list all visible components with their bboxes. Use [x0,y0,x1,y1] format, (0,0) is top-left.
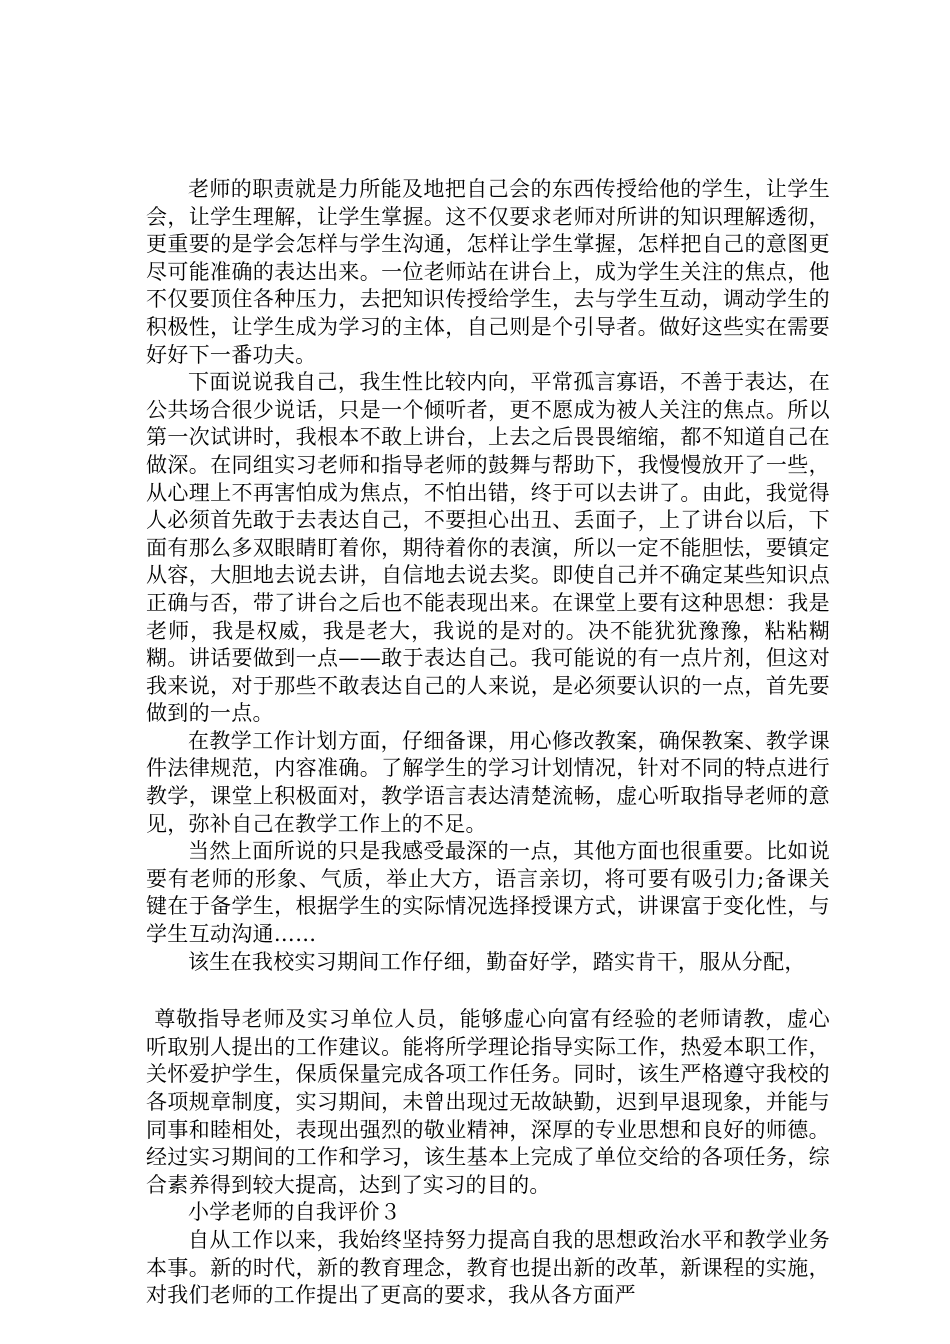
paragraph-gap [146,976,830,1006]
paragraph-self-description: 下面说说我自己，我生性比较内向，平常孤言寡语，不善于表达，在公共场合很少说话，只是一个倾听者，更不愿成为被人关注的焦点。所以第一次试讲时，我根本不敢上讲台，上去之后畏畏缩缩，都不知道自己在做深。在同组实习老师和指导老师的鼓舞与帮助下，我慢慢放开了一些，从心理上不再害怕成为焦点，不怕出错，终于可以去讲了。由此，我觉得人必须首先敢于去表达自己，不要担心出丑、丢面子，上了讲台以后，下面有那么多双眼睛盯着你，期待着你的表演，所以一定不能胆怯，要镇定从容，大胆地去说去讲，自信地去说去奖。即使自己并不确定某些知识点正确与否，带了讲台之后也不能表现出来。在课堂上要有这种思想：我是老师，我是权威，我是老大，我说的是对的。决不能犹犹豫豫，粘粘糊糊。讲话要做到一点——敢于表达自己。我可能说的有一点片剂，但这对我来说，对于那些不敢表达自己的人来说，是必须要认识的一点，首先要做到的一点。 [146,370,830,726]
paragraph-teaching-plan: 在教学工作计划方面，仔细备课，用心修改教案，确保教案、教学课件法律规范，内容准确。了解学生的学习计划情况，针对不同的特点进行教学，课堂上积极面对，教学语言表达清楚流畅，虚心听取指导老师的意见，弥补自己在教学工作上的不足。 [146,728,830,836]
paragraph-internship-evaluation: 该生在我校实习期间工作仔细，勤奋好学，踏实肯干，服从分配， [188,949,806,974]
paragraph-other-aspects: 当然上面所说的只是我感受最深的一点，其他方面也很重要。比如说要有老师的形象、气质，举止大方，语言亲切，将可要有吸引力;备课关键在于备学生，根据学生的实际情况选择授课方式，讲课富于变化性，与学生互动沟通…… [146,839,830,947]
document-page [146,176,830,1310]
section-heading: 小学老师的自我评价３ [188,1200,401,1225]
paragraph-teacher-duty: 老师的职责就是力所能及地把自己会的东西传授给他的学生，让学生会，让学生理解，让学生掌握。这不仅要求老师对所讲的知识理解透彻，更重要的是学会怎样与学生沟通，怎样让学生掌握，怎样把自己的意图更尽可能准确的表达出来。一位老师站在讲台上，成为学生关注的焦点，他不仅要顶住各种压力，去把知识传授给学生，去与学生互动，调动学生的积极性，让学生成为学习的主体，自己则是个引导者。做好这些实在需要好好下一番功夫。 [146,177,830,367]
paragraph-self-evaluation: 自从工作以来，我始终坚持努力提高自我的思想政治水平和教学业务本事。新的时代，新的教育理念，教育也提出新的改革，新课程的实施，对我们老师的工作提出了更高的要求，我从各方面严 [146,1227,830,1308]
paragraph-respect-teachers: 尊敬指导老师及实习单位人员，能够虚心向富有经验的老师请教，虚心听取别人提出的工作建议。能将所学理论指导实际工作，热爱本职工作，关怀爱护学生，保质保量完成各项工作任务。同时，该生严格遵守我校的各项规章制度，实习期间，未曾出现过无故缺勤，迟到早退现象，并能与同事和睦相处，表现出强烈的敬业精神，深厚的专业思想和良好的师德。经过实习期间的工作和学习，该生基本上完成了单位交给的各项任务，综合素养得到较大提高，达到了实习的目的。 [146,1007,830,1197]
